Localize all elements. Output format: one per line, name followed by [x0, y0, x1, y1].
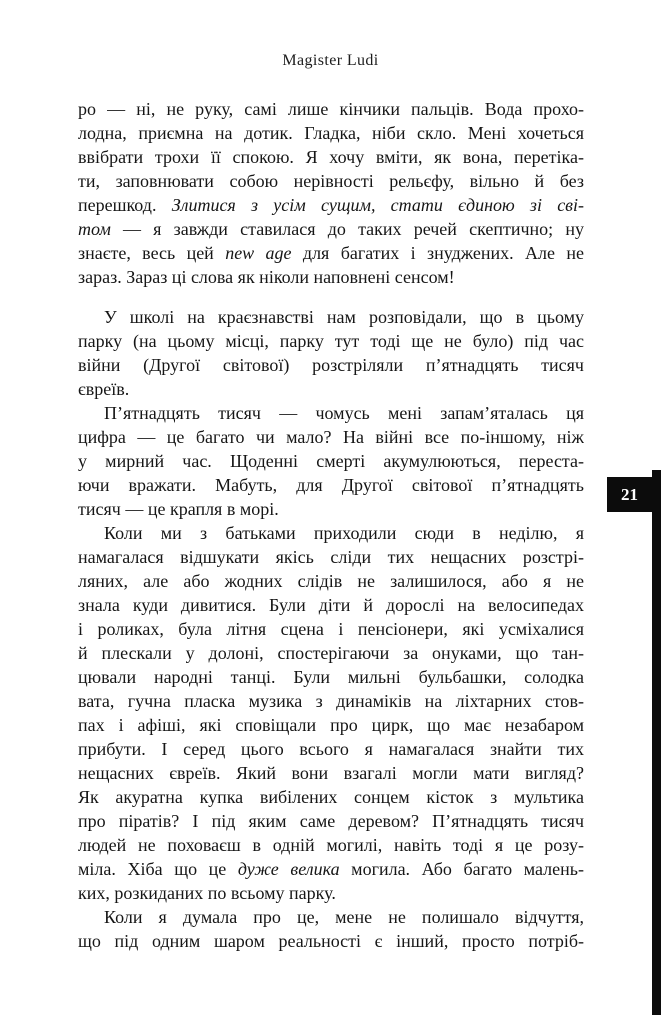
italic-text-run: том	[78, 219, 111, 239]
text-run: Коли ми з батьками приходили сюди в неділю, я	[104, 523, 584, 543]
text-line	[78, 193, 584, 217]
text-run: парку (на цьому місці, парку тут тоді ще не було) під час	[78, 331, 584, 351]
text-line	[78, 265, 584, 289]
italic-text-run: new age	[225, 243, 292, 263]
text-run: перешкод.	[78, 195, 172, 215]
text-run: ких, розкиданих по всьому парку.	[78, 883, 336, 903]
text-line	[78, 97, 584, 121]
page-number: 21	[621, 484, 638, 504]
text-line	[78, 449, 584, 473]
text-run: ляних, але або жодних слідів не залишилося, або я не	[78, 571, 584, 591]
text-run: — я завжди ставилася до таких речей скептично; ну	[110, 219, 584, 239]
text-line	[78, 217, 584, 241]
text-line	[78, 713, 584, 737]
running-header: Magister Ludi	[282, 52, 379, 69]
italic-text-run: Злитися з усім сущим, стати єдиною зі сві-	[171, 195, 584, 215]
text-line	[78, 665, 584, 689]
text-run: ввібрати трохи її спокою. Я хочу вміти, як вона, перетіка-	[78, 147, 584, 167]
text-run: прибути. І серед цього всього я намагалася знайти тих	[78, 739, 584, 759]
text-line	[78, 121, 584, 145]
text-line	[78, 761, 584, 785]
text-line	[78, 545, 584, 569]
text-run: цювали народні танці. Були мильні бульбашки, солодка	[78, 667, 584, 687]
text-line	[78, 353, 584, 377]
paragraph	[78, 305, 584, 401]
text-run: у мирний час. Щоденні смерті акумулюються, переста-	[78, 451, 584, 471]
text-run: ти, заповнювати собою нерівності рельєфу, вільно й без	[78, 171, 584, 191]
text-line	[78, 737, 584, 761]
page-body	[78, 97, 584, 953]
text-line	[78, 521, 584, 545]
text-line	[78, 473, 584, 497]
text-line	[78, 169, 584, 193]
paragraph	[78, 401, 584, 521]
text-run: ро — ні, не руку, самі лише кінчики пальців. Вода прохо-	[78, 99, 584, 119]
text-run: вата, гучна пласка музика з динаміків на ліхтарних стов-	[78, 691, 584, 711]
text-run: знала куди дивитися. Були діти й дорослі на велосипедах	[78, 595, 584, 615]
text-line	[78, 145, 584, 169]
text-line	[78, 857, 584, 881]
text-line	[78, 329, 584, 353]
text-run: цифра — це багато чи мало? На війні все по-іншому, ніж	[78, 427, 584, 447]
text-run: пах і афіші, які сповіщали про цирк, що має незабаром	[78, 715, 584, 735]
text-run: для багатих і знуджених. Але не	[291, 243, 585, 263]
text-run: міла. Хіба що це	[78, 859, 238, 879]
text-run: зараз. Зараз ці слова як ніколи наповнені сенсом!	[78, 267, 455, 287]
text-line	[78, 425, 584, 449]
text-run: євреїв.	[78, 379, 130, 399]
paragraph	[78, 97, 584, 289]
text-line	[78, 377, 584, 401]
text-line	[78, 929, 584, 953]
text-line	[78, 689, 584, 713]
text-line	[78, 401, 584, 425]
text-run: могила. Або багато малень-	[339, 859, 584, 879]
text-run: війни (Другої світової) розстріляли п’ятнадцять тисяч	[78, 355, 584, 375]
paragraph	[78, 521, 584, 905]
text-line	[78, 833, 584, 857]
paragraph	[78, 905, 584, 953]
text-run: людей не поховаєш в одній могилі, навіть тоді я це розу-	[78, 835, 584, 855]
text-run: про піратів? І під яким саме деревом? П’ятнадцять тисяч	[78, 811, 584, 831]
text-run: тисяч — це крапля в морі.	[78, 499, 279, 519]
text-line	[78, 593, 584, 617]
page-number-tab	[607, 477, 652, 512]
text-run: й плескали у долоні, спостерігаючи за онуками, що тан-	[78, 643, 584, 663]
italic-text-run: дуже велика	[237, 859, 340, 879]
text-run: ючи вражати. Мабуть, для Другої світової п’ятнадцять	[78, 475, 584, 495]
text-run: намагалася відшукати якісь сліди тих нещасних розстрі-	[78, 547, 584, 567]
text-run: і роликах, була літня сцена і пенсіонери, які усміхалися	[78, 619, 584, 639]
text-line	[78, 809, 584, 833]
text-line	[78, 241, 584, 265]
text-run: нещасних євреїв. Який вони взагалі могли мати вигляд?	[78, 763, 584, 783]
text-line	[78, 881, 584, 905]
text-line	[78, 569, 584, 593]
text-line	[78, 785, 584, 809]
text-line	[78, 497, 584, 521]
progress-strip	[652, 470, 661, 1015]
text-run: що під одним шаром реальності є інший, просто потріб-	[78, 931, 584, 951]
text-run: знаєте, весь цей	[78, 243, 226, 263]
text-line	[78, 617, 584, 641]
text-line	[78, 641, 584, 665]
text-run: П’ятнадцять тисяч — чомусь мені запам’яталась ця	[104, 403, 584, 423]
text-line	[78, 905, 584, 929]
text-run: Коли я думала про це, мене не полишало відчуття,	[104, 907, 584, 927]
text-line	[78, 305, 584, 329]
text-run: Як акуратна купка вибілених сонцем кісток з мультика	[78, 787, 584, 807]
text-run: лодна, приємна на дотик. Гладка, ніби скло. Мені хочеться	[78, 123, 584, 143]
text-run: У школі на краєзнавстві нам розповідали, що в цьому	[104, 307, 584, 327]
